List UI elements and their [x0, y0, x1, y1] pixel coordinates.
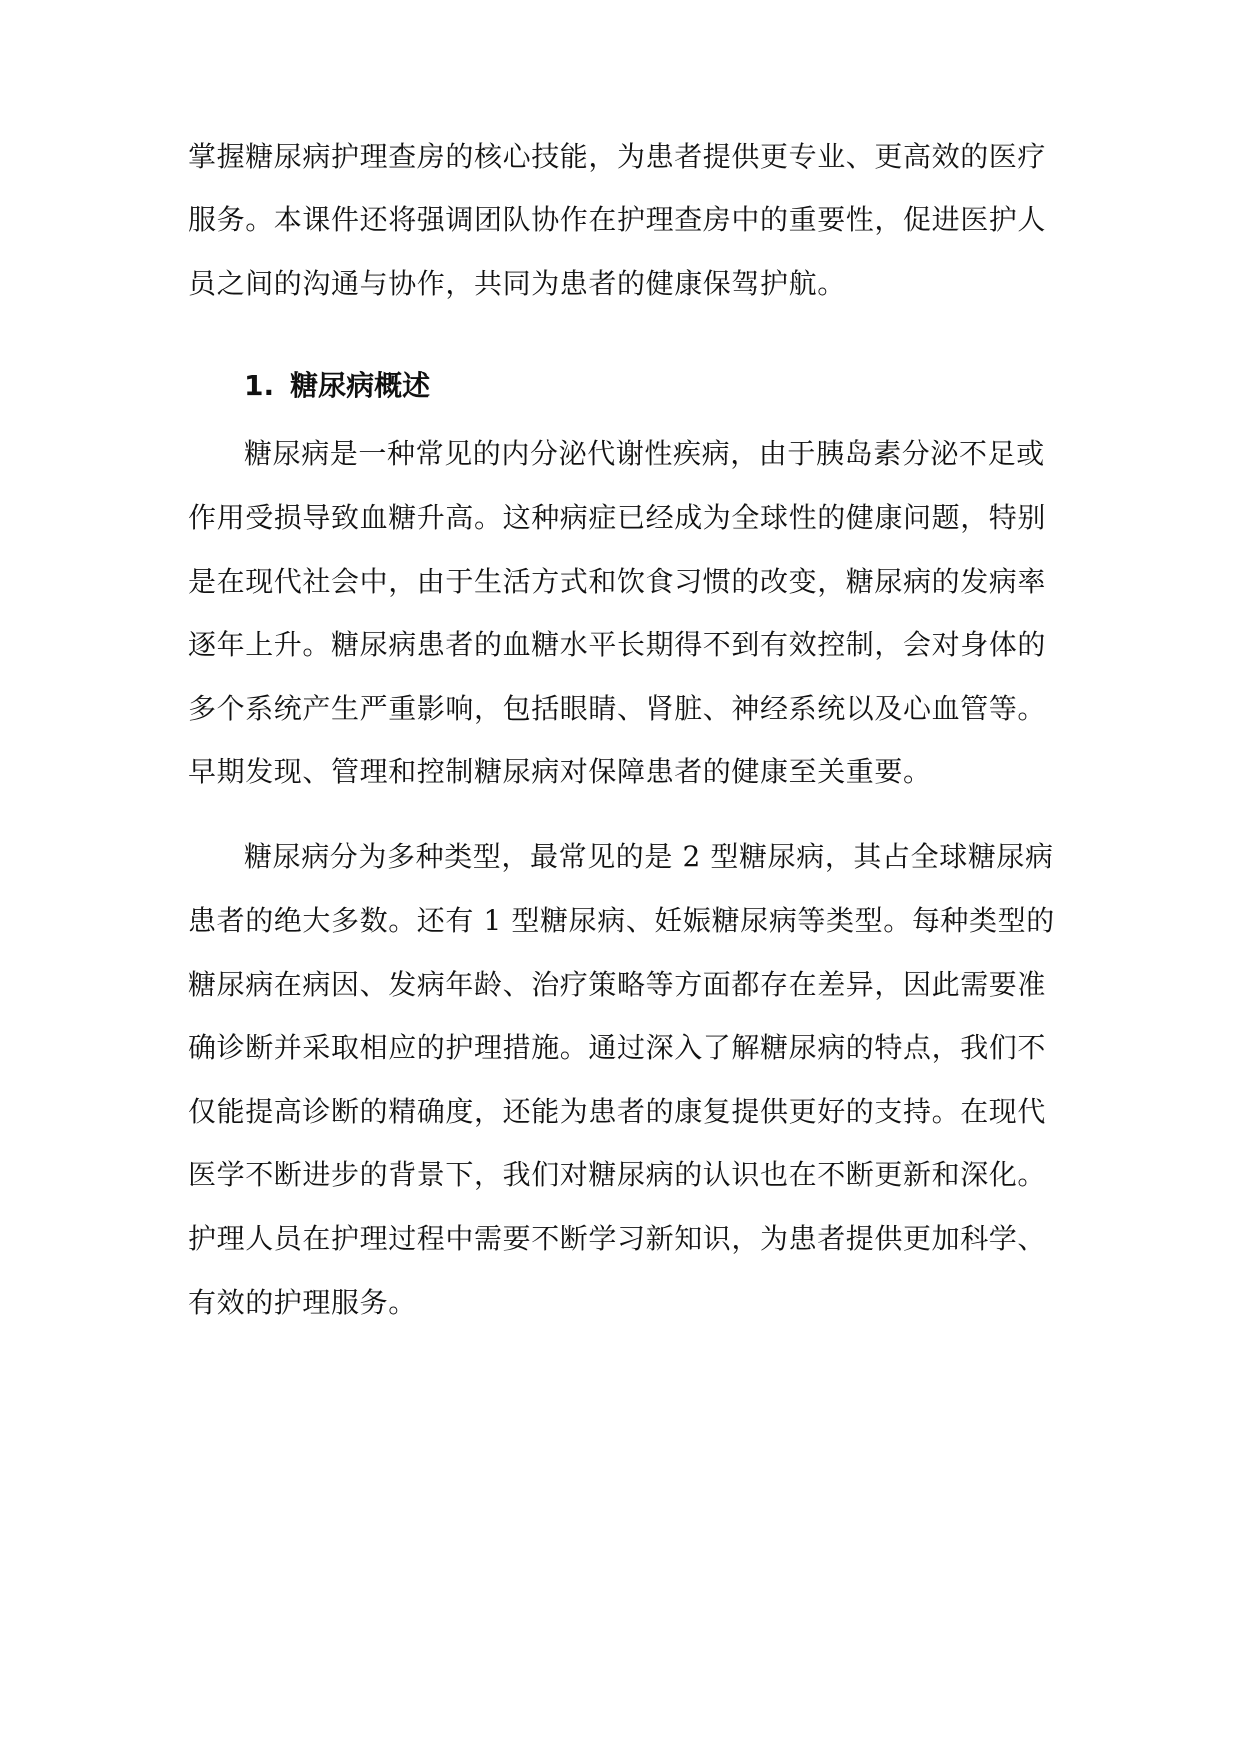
- para2-line-5: 仅能提高诊断的精确度，还能为患者的康复提供更好的支持。在现代: [188, 1095, 1047, 1128]
- intro-line-3: 员之间的沟通与协作，共同为患者的健康保驾护航。: [188, 267, 846, 300]
- para2-line-1: 糖尿病分为多种类型，最常见的是 2 型糖尿病，其占全球糖尿病: [244, 840, 1054, 873]
- para1-line-6: 早期发现、管理和控制糖尿病对保障患者的健康至关重要。: [188, 755, 932, 788]
- para2-line-2: 患者的绝大多数。还有 1 型糖尿病、妊娠糖尿病等类型。每种类型的: [188, 904, 1055, 937]
- para2-line-3: 糖尿病在病因、发病年龄、治疗策略等方面都存在差异，因此需要准: [188, 968, 1047, 1001]
- para2-line-7: 护理人员在护理过程中需要不断学习新知识，为患者提供更加科学、: [188, 1222, 1047, 1255]
- para2-line-8: 有效的护理服务。: [188, 1286, 417, 1319]
- para2-line-4: 确诊断并采取相应的护理措施。通过深入了解糖尿病的特点，我们不: [188, 1031, 1047, 1064]
- intro-line-1: 掌握糖尿病护理查房的核心技能，为患者提供更专业、更高效的医疗: [188, 140, 1047, 173]
- intro-line-2: 服务。本课件还将强调团队协作在护理查房中的重要性，促进医护人: [188, 203, 1047, 236]
- para1-line-2: 作用受损导致血糖升高。这种病症已经成为全球性的健康问题，特别: [188, 501, 1047, 534]
- para1-line-4: 逐年上升。糖尿病患者的血糖水平长期得不到有效控制，会对身体的: [188, 628, 1047, 661]
- para1-line-1: 糖尿病是一种常见的内分泌代谢性疾病，由于胰岛素分泌不足或: [244, 437, 1045, 470]
- para2-line-6: 医学不断进步的背景下，我们对糖尿病的认识也在不断更新和深化。: [188, 1158, 1047, 1191]
- section-title: 糖尿病概述: [290, 369, 431, 402]
- para1-line-3: 是在现代社会中，由于生活方式和饮食习惯的改变，糖尿病的发病率: [188, 565, 1047, 598]
- para1-line-5: 多个系统产生严重影响，包括眼睛、肾脏、神经系统以及心血管等。: [188, 692, 1047, 725]
- section-number: 1.: [244, 369, 275, 402]
- section-heading: [244, 366, 430, 406]
